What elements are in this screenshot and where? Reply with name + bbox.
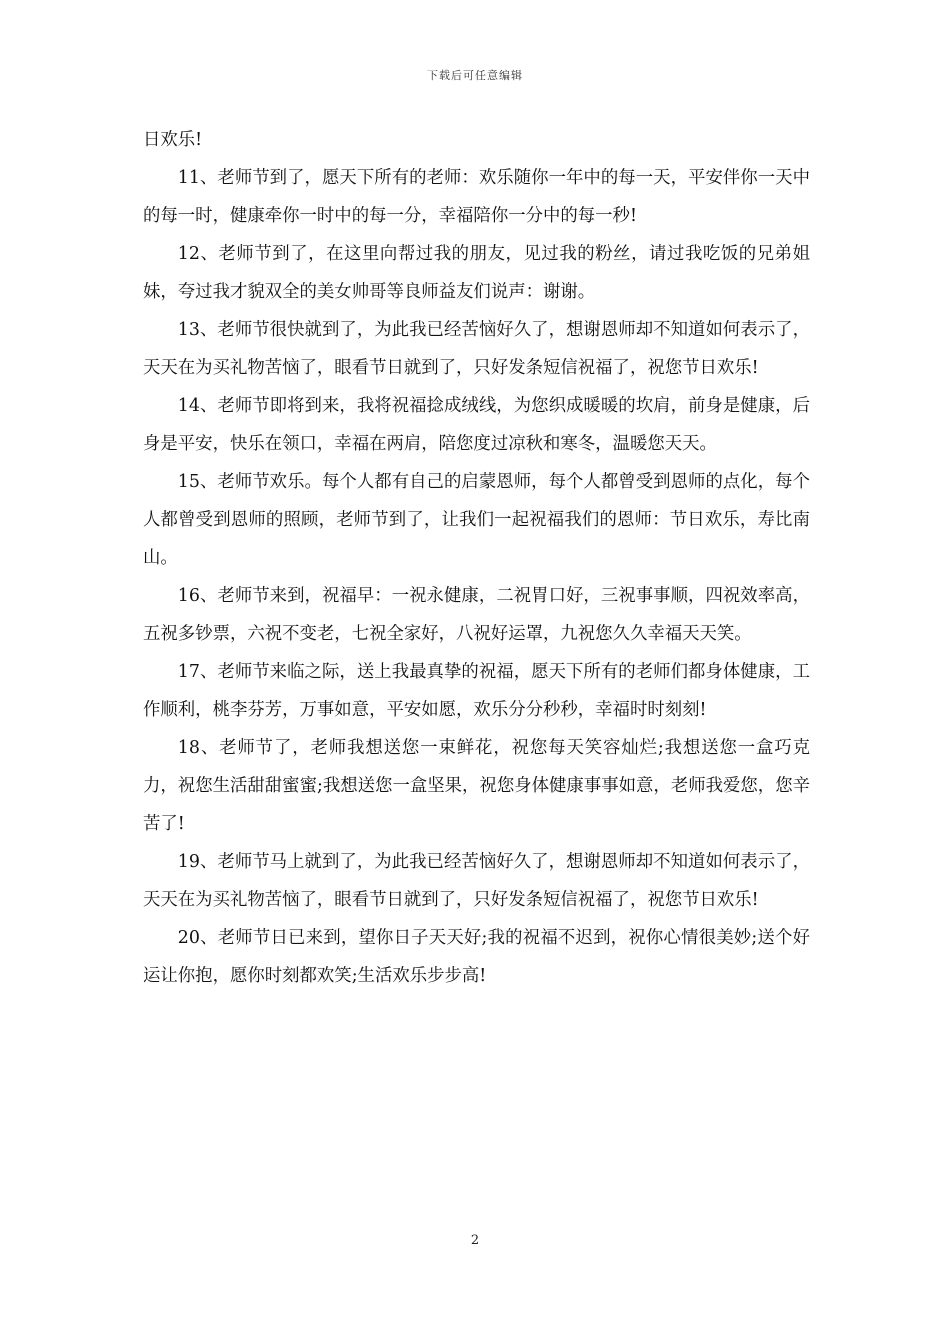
document-body bbox=[143, 121, 810, 995]
page-number: 2 bbox=[470, 1233, 480, 1248]
paragraph-continuation: 日欢乐! bbox=[143, 130, 203, 150]
paragraph-20: 20、老师节日已来到，望你日子天天好;我的祝福不迟到，祝你心情很美妙;送个好运让你抱，愿你时刻都欢笑;生活欢乐步步高! bbox=[143, 928, 810, 986]
page-header: 下载后可任意编辑 bbox=[427, 69, 523, 82]
paragraph-19: 19、老师节马上就到了，为此我已经苦恼好久了，想谢恩师却不知道如何表示了，天天在为买礼物苦恼了，眼看节日就到了，只好发条短信祝福了，祝您节日欢乐! bbox=[143, 852, 810, 910]
paragraph-15: 15、老师节欢乐。每个人都有自己的启蒙恩师，每个人都曾受到恩师的点化，每个人都曾受到恩师的照顾，老师节到了，让我们一起祝福我们的恩师：节日欢乐，寿比南山。 bbox=[143, 472, 810, 568]
paragraph-12: 12、老师节到了，在这里向帮过我的朋友，见过我的粉丝，请过我吃饭的兄弟姐妹，夸过我才貌双全的美女帅哥等良师益友们说声：谢谢。 bbox=[143, 244, 810, 302]
paragraph-16: 16、老师节来到，祝福早：一祝永健康，二祝胃口好，三祝事事顺，四祝效率高，五祝多钞票，六祝不变老，七祝全家好，八祝好运罩，九祝您久久幸福天天笑。 bbox=[143, 586, 810, 644]
paragraph-13: 13、老师节很快就到了，为此我已经苦恼好久了，想谢恩师却不知道如何表示了，天天在为买礼物苦恼了，眼看节日就到了，只好发条短信祝福了，祝您节日欢乐! bbox=[143, 320, 810, 378]
paragraph-11: 11、老师节到了，愿天下所有的老师：欢乐随你一年中的每一天，平安伴你一天中的每一时，健康牵你一时中的每一分，幸福陪你一分中的每一秒! bbox=[143, 168, 810, 226]
paragraph-18: 18、老师节了，老师我想送您一束鲜花，祝您每天笑容灿烂;我想送您一盒巧克力，祝您生活甜甜蜜蜜;我想送您一盒坚果，祝您身体健康事事如意，老师我爱您，您辛苦了! bbox=[143, 738, 810, 834]
paragraph-14: 14、老师节即将到来，我将祝福捻成绒线，为您织成暖暖的坎肩，前身是健康，后身是平安，快乐在领口，幸福在两肩，陪您度过凉秋和寒冬，温暖您天天。 bbox=[143, 396, 810, 454]
paragraph-17: 17、老师节来临之际，送上我最真挚的祝福，愿天下所有的老师们都身体健康，工作顺利，桃李芬芳，万事如意，平安如愿，欢乐分分秒秒，幸福时时刻刻! bbox=[143, 662, 810, 720]
